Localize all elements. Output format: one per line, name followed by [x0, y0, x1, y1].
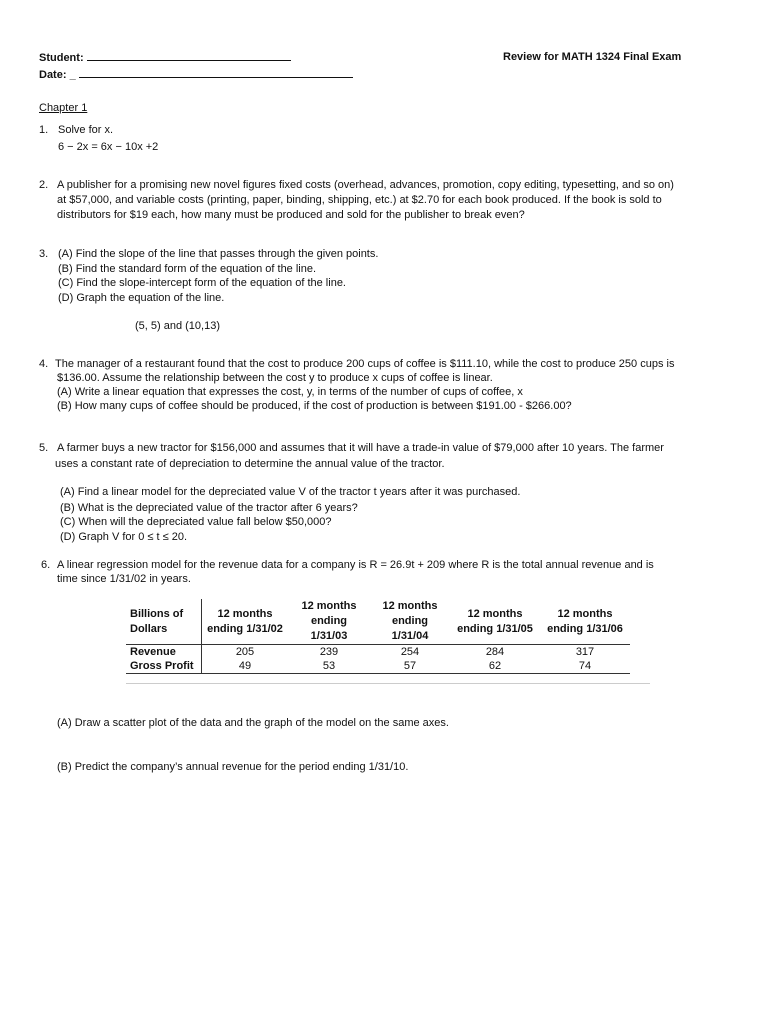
problem-2-line: at $57,000, and variable costs (printing, paper, binding, shipping, etc.) at $2.70 for each book produced. If the book is sold to — [57, 194, 662, 206]
student-blank — [87, 51, 291, 61]
table-corner-line: Dollars — [130, 622, 168, 635]
problem-1-text: Solve for x. — [58, 124, 114, 136]
table-column-header — [450, 599, 540, 645]
header-line: ending — [310, 615, 348, 627]
problem-6-part: (B) Predict the company’s annual revenue for the period ending 1/31/10. — [57, 761, 409, 773]
table-row — [126, 659, 630, 674]
problem-2-number: 2. — [39, 179, 49, 191]
table-cell: 284 — [485, 646, 505, 658]
table-cell: 74 — [540, 659, 630, 674]
row-label: Revenue — [126, 645, 202, 660]
table-column-header — [370, 599, 450, 645]
table-cell: 254 — [400, 646, 420, 658]
problem-5-part: (C) When will the depreciated value fall below $50,000? — [60, 516, 332, 528]
problem-4-number: 4. — [39, 358, 49, 370]
problem-5-line: A farmer buys a new tractor for $156,000 and assumes that it will have a trade-in value of $79,000 after 10 years. The farmer — [57, 442, 664, 454]
problem-3-number: 3. — [39, 248, 49, 260]
problem-3-part: (B) Find the standard form of the equation of the line. — [58, 263, 317, 275]
table-cell: 53 — [288, 659, 370, 674]
revenue-table — [126, 599, 630, 674]
date-blank — [79, 68, 353, 78]
date-prefix: _ — [69, 69, 76, 81]
header-line: ending — [391, 615, 429, 627]
table-corner-line: Billions of — [130, 607, 184, 620]
student-label: Student: — [39, 52, 84, 64]
header-line: 12 months — [217, 607, 273, 620]
table-header-row — [126, 599, 630, 645]
problem-3-part: (A) Find the slope of the line that passes through the given points. — [58, 248, 379, 260]
date-label: Date: — [39, 69, 67, 81]
problem-6-part: (A) Draw a scatter plot of the data and the graph of the model on the same axes. — [57, 717, 449, 729]
header-line: 12 months — [382, 600, 438, 612]
problem-5-line: uses a constant rate of depreciation to determine the annual value of the tractor. — [55, 458, 445, 470]
header-line: 12 months — [467, 607, 523, 620]
problem-6-line: time since 1/31/02 in years. — [57, 573, 191, 585]
header-line: ending 1/31/05 — [457, 622, 533, 635]
table-column-header — [288, 599, 370, 645]
header-line: 12 months — [301, 600, 357, 612]
problem-4-part: (B) How many cups of coffee should be produced, if the cost of production is between $191.00 - $266.00? — [57, 400, 572, 412]
problem-2-line: A publisher for a promising new novel figures fixed costs (overhead, advances, promotion, copy editing, typesetting, and so on) — [57, 179, 674, 191]
problem-3-points: (5, 5) and (10,13) — [135, 320, 220, 332]
header-line: ending 1/31/02 — [207, 622, 283, 635]
table-cell: 317 — [575, 646, 595, 658]
student-field — [39, 51, 291, 64]
header-line: 12 months — [557, 607, 613, 620]
date-field — [39, 68, 353, 81]
chapter-heading: Chapter 1 — [39, 102, 88, 114]
problem-1-number: 1. — [39, 124, 49, 136]
problem-3-part: (C) Find the slope-intercept form of the equation of the line. — [58, 277, 346, 289]
table-bottom-rule — [126, 683, 650, 684]
header-line: 1/31/04 — [391, 630, 429, 642]
problem-2-line: distributors for $19 each, how many must be produced and sold for the publisher to break even? — [57, 209, 525, 221]
table-cell: 239 — [319, 646, 339, 658]
problem-1-equation: 6 − 2x = 6x − 10x +2 — [58, 141, 159, 153]
header-line: ending 1/31/06 — [547, 622, 623, 635]
problem-4-line: $136.00. Assume the relationship between the cost y to produce x cups of coffee is linear. — [57, 372, 493, 384]
row-label: Gross Profit — [126, 659, 202, 674]
problem-4-line: The manager of a restaurant found that the cost to produce 200 cups of coffee is $111.10, while the cost to produce 250 cups is — [55, 358, 675, 370]
problem-6-number: 6. — [41, 559, 51, 571]
table-corner-header — [126, 599, 202, 645]
table-cell: 205 — [235, 646, 255, 658]
table-column-header — [540, 599, 630, 645]
problem-6-line: A linear regression model for the revenue data for a company is R = 26.9t + 209 where R is the total annual revenue and is — [57, 559, 654, 571]
table-cell: 49 — [202, 659, 289, 674]
table-cell: 62 — [450, 659, 540, 674]
problem-5-number: 5. — [39, 442, 49, 454]
problem-5-part: (A) Find a linear model for the depreciated value V of the tractor t years after it was purchased. — [60, 486, 521, 498]
table-row — [126, 645, 630, 660]
problem-4-part: (A) Write a linear equation that expresses the cost, y, in terms of the number of cups of coffee, x — [57, 386, 523, 398]
header-line: 1/31/03 — [310, 630, 348, 642]
problem-3-part: (D) Graph the equation of the line. — [58, 292, 225, 304]
table-cell: 57 — [370, 659, 450, 674]
table-column-header — [202, 599, 289, 645]
page-title: Review for MATH 1324 Final Exam — [503, 51, 682, 63]
problem-5-part: (B) What is the depreciated value of the tractor after 6 years? — [60, 502, 358, 514]
problem-5-part: (D) Graph V for 0 ≤ t ≤ 20. — [60, 531, 188, 543]
